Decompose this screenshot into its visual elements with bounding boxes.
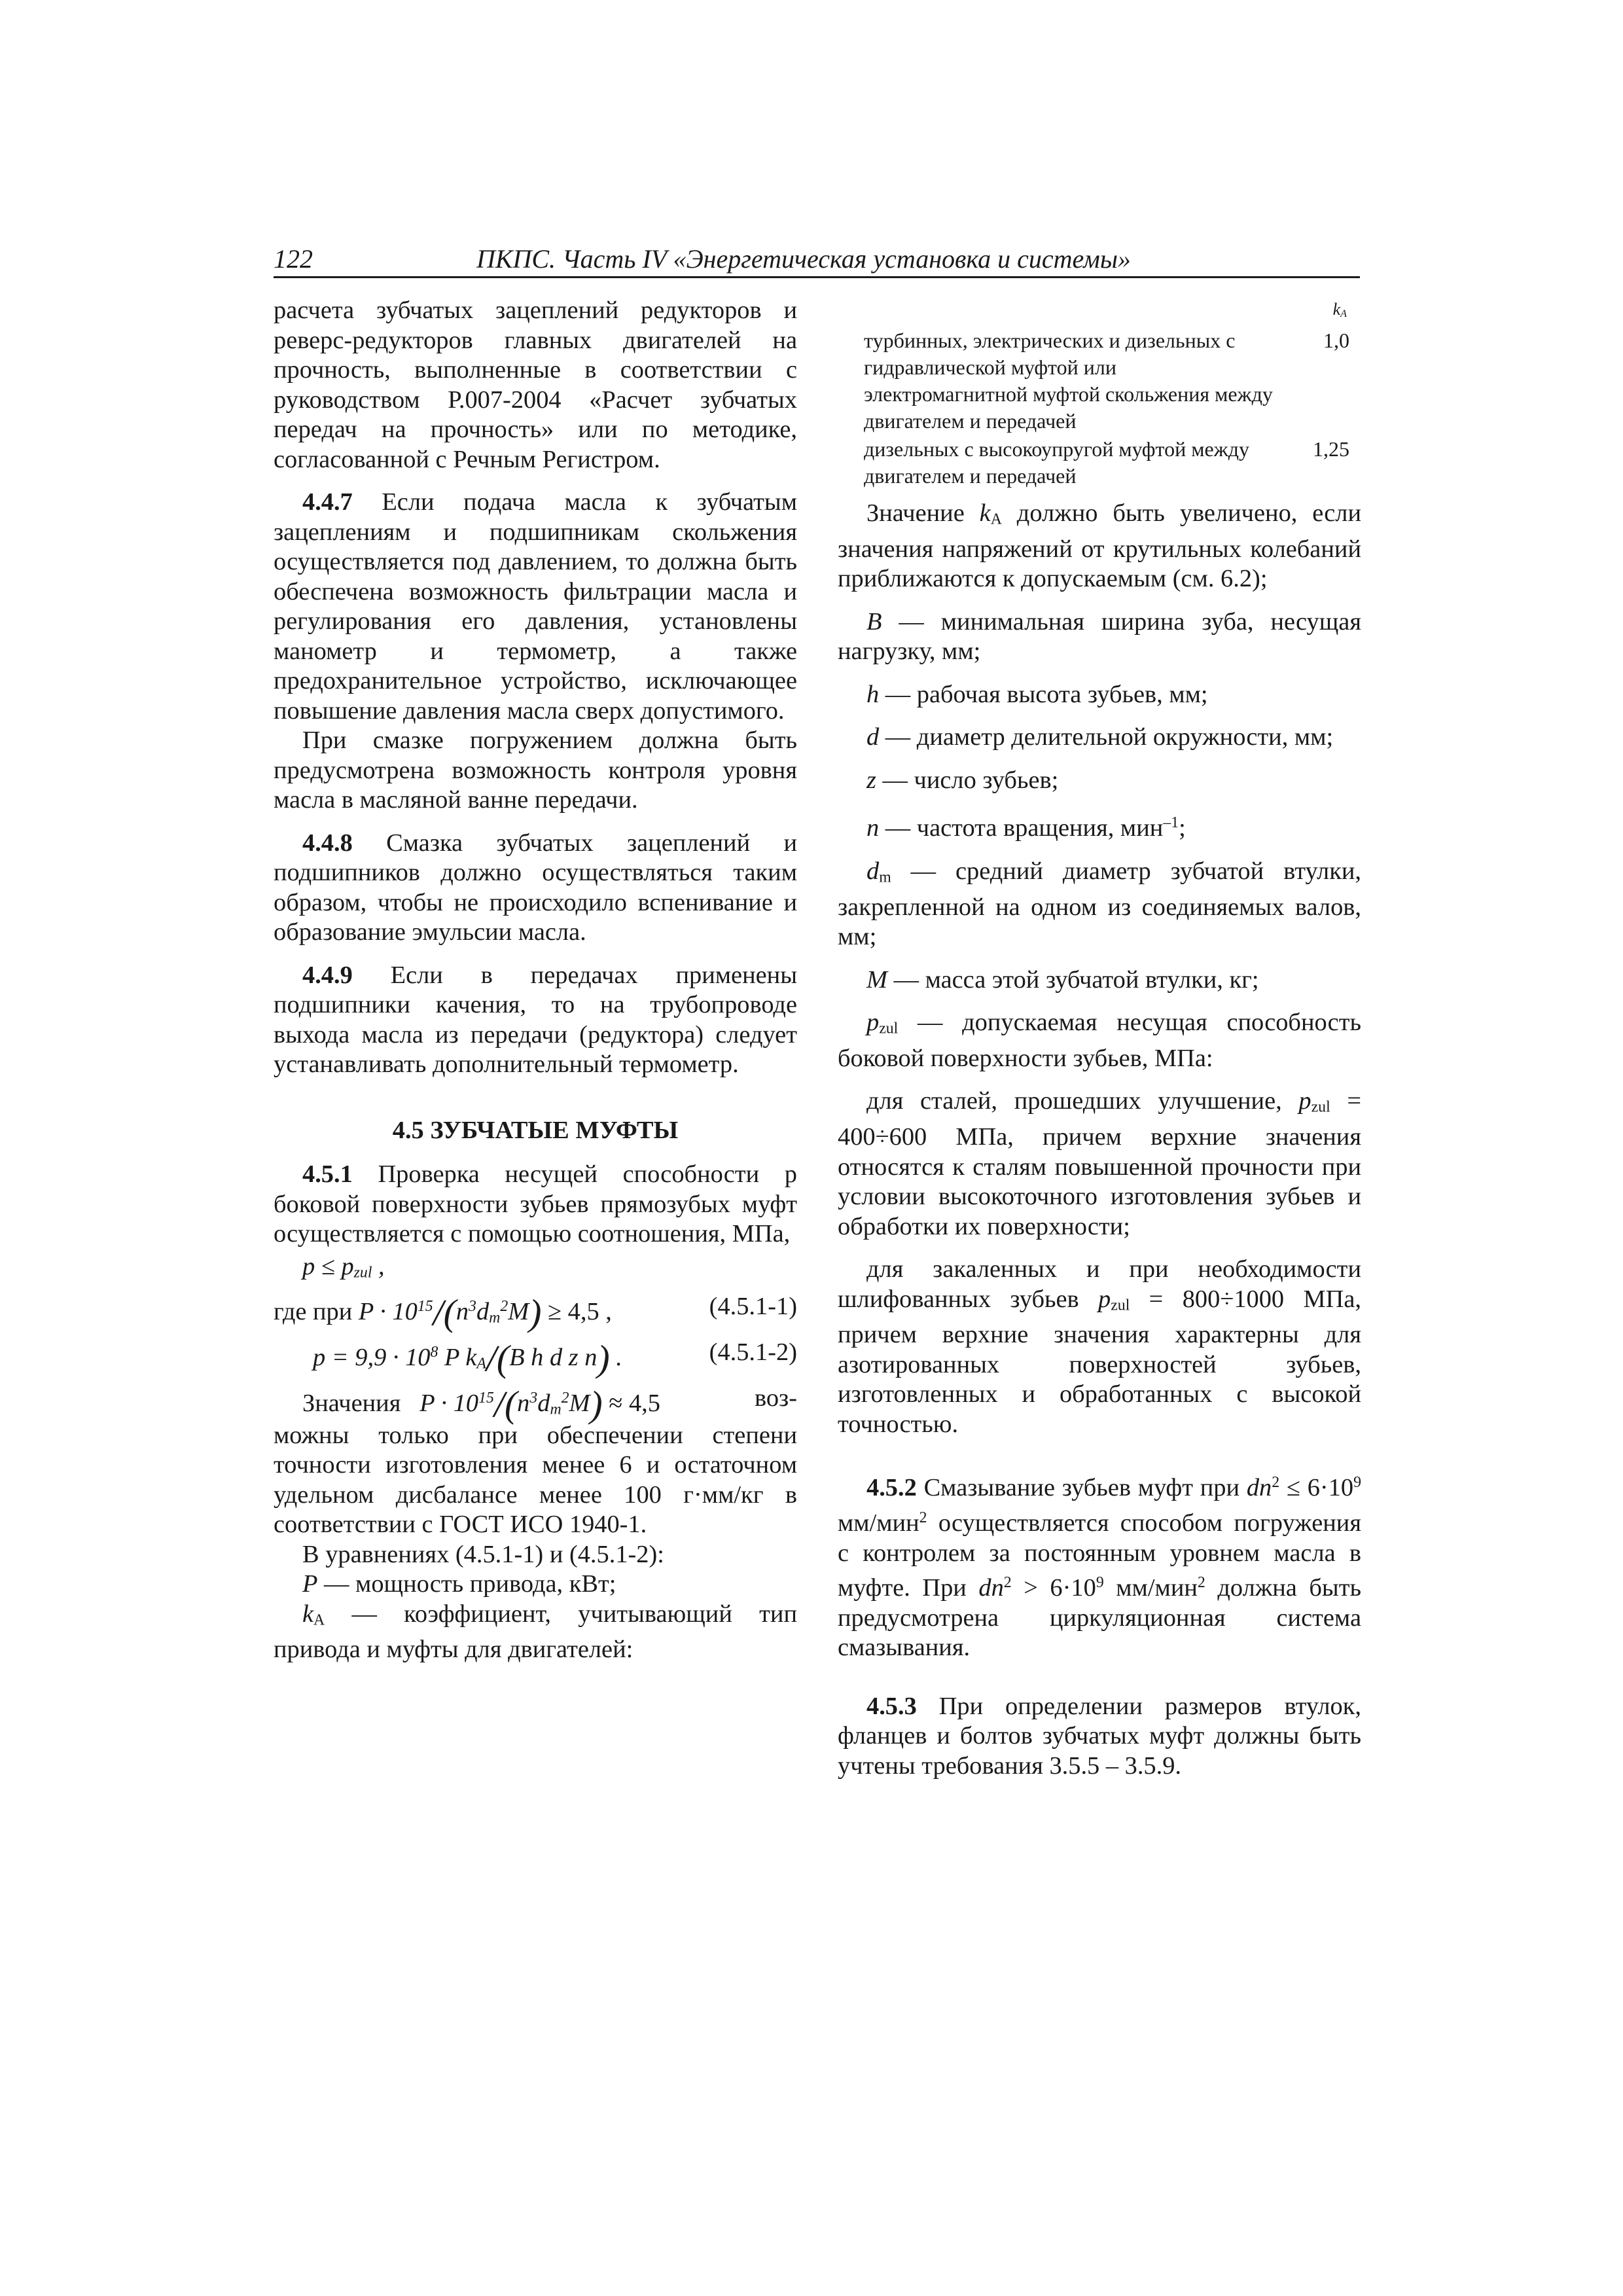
kA-table [838,296,1361,490]
section-text: Если в передачах применены подшипники качения, то на трубопроводе выхода масла из передачи (редуктора) следует устанавливать дополнительный термометр. [274,961,797,1078]
right-column [838,296,1361,1781]
page-number: 122 [274,244,313,274]
paragraph-continuation: расчета зубчатых зацеплений редукторов и реверс-редукторов главных двигателей на прочность, выполненные в соответствии с руководством Р.007-2004 «Расчет зубчатых передач на прочность» или по методике, согласованной с Речным Регистром. [274,296,797,473]
section-4-4-7 [274,488,797,726]
definition-kA: kA — коэффициент, учитывающий тип привода и муфты для двигателей: [274,1600,797,1664]
table-row: дизельных с высокоупругой муфтой между двигателем и передачей 1,25 [864,437,1349,488]
section-text: Если подача масла к зубчатым зацеплениям и подшипникам скольжения осуществляется под давлением, то должна быть обеспечена возможность фильтрации масла и регулирования его давления, установлены манометр и термометр, а также предохранительное устройство, исключающее повышение давления масла сверх допустимого. [274,488,797,725]
section-4-5-3: 4.5.3 При определении размеров втулок, фланцев и болтов зубчатых муфт должны быть учтены требования 3.5.5 – 3.5.9. [838,1692,1361,1780]
section-4-4-9 [274,961,797,1080]
definition-h: h — рабочая высота зубьев, мм; [866,680,1208,708]
formula-values: Значения $P \cdot 10^{15}/(n^3dm^2M) \approx 4,5$ воз- [302,1384,797,1426]
definition-pzul: pzul — допускаемая несущая способность боковой поверхности зубьев, МПа: [838,1009,1361,1072]
definition-B: B — минимальная ширина зуба, несущая нагрузку, мм; [838,607,1361,666]
definition-dm: dm — средний диаметр зубчатой втулки, закрепленной на одном из соединяемых валов, мм; [838,857,1361,951]
definition-n: n — частота вращения, мин$^{-1}$; [866,814,1186,842]
section-4-4-8 [274,829,797,948]
definition-P: P — мощность привода, кВт; [302,1570,616,1598]
section-number: 4.4.8 [302,829,353,857]
section-text: Смазка зубчатых зацеплений и подшипников должно осуществляться таким образом, чтобы не происходило вспенивание и образование эмульсии масла. [274,829,797,946]
left-column [274,296,797,1665]
section-number: 4.4.7 [302,488,353,516]
section-4-5-1 [274,1160,797,1249]
formula-4-5-1-2: $p = 9,9 \cdot 10^8$ P kA/(B h d z n) . (4.5.1-2) [274,1329,797,1375]
formula-condition: p ≤ pzul , [302,1252,385,1281]
section-heading: 4.5 ЗУБЧАТЫЕ МУФТЫ [392,1116,679,1144]
section-4-5-2: 4.5.2 Смазывание зубьев муфт при $dn^2 \le 6\cdot 10^9$ мм/мин$^2$ осуществляется способом погружения с контролем за постоянным уровнем масла в муфте. При $dn^2 > 6\cdot 10^9$ мм/мин$^2$ должна быть предусмотрена циркуляционная система смазывания. [838,1474,1362,1662]
steel-hardened: для закаленных и при необходимости шлифованных зубьев pzul = 800÷1000 МПа, причем верхние значения характерны для азотированных поверхностей зубьев, изготовленных и обработанных с высокой точностью. [838,1255,1361,1438]
steel-improved: для сталей, прошедших улучшение, pzul = 400÷600 МПа, причем верхние значения относятся к сталям повышенной прочности при условии высокоточного изготовления зубьев и обработки их поверхности; [838,1087,1362,1240]
definition-d: d — диаметр делительной окружности, мм; [866,723,1334,751]
equation-number: (4.5.1-1) [709,1292,797,1320]
table-header: kA [1332,300,1347,319]
definition-M: M — масса этой зубчатой втулки, кг; [866,965,1259,994]
definition-z: z — число зубьев; [866,766,1059,794]
section-number: 4.4.9 [302,961,353,989]
kA-note: Значение kA должно быть увеличено, если значения напряжений от крутильных колебаний приближаются к допускаемым (см. 6.2); [838,499,1361,593]
page-header [274,242,1360,278]
section-text: Проверка несущей способности p боковой поверхности зубьев прямозубых муфт осуществляется с помощью соотношения, МПа, [274,1160,797,1247]
table-row: турбинных, электрических и дизельных с гидравлической муфтой или электромагнитной муфтой скольжения между двигателем и передачей 1,0 [864,328,1349,433]
running-title: ПКПС. Часть IV «Энергетическая установка и системы» [476,244,1131,274]
section-number: 4.5.1 [302,1160,353,1188]
equation-number: (4.5.1-2) [709,1338,797,1366]
section-4-4-7-para-2: При смазке погружением должна быть предусмотрена возможность контроля уровня масла в масляной ванне передачи. [274,726,797,814]
paragraph-values-note: можны только при обеспечении степени точности изготовления менее 6 и остаточном удельном дисбалансе менее 100 г·мм/кг в соответствии с ГОСТ ИСО 1940-1. [274,1421,797,1538]
formula-4-5-1-1: где при $P \cdot 10^{15}/(n^3dm^2M) \ge 4,5$ , (4.5.1-1) [274,1283,797,1329]
paragraph-equations: В уравнениях (4.5.1-1) и (4.5.1-2): [302,1540,664,1568]
